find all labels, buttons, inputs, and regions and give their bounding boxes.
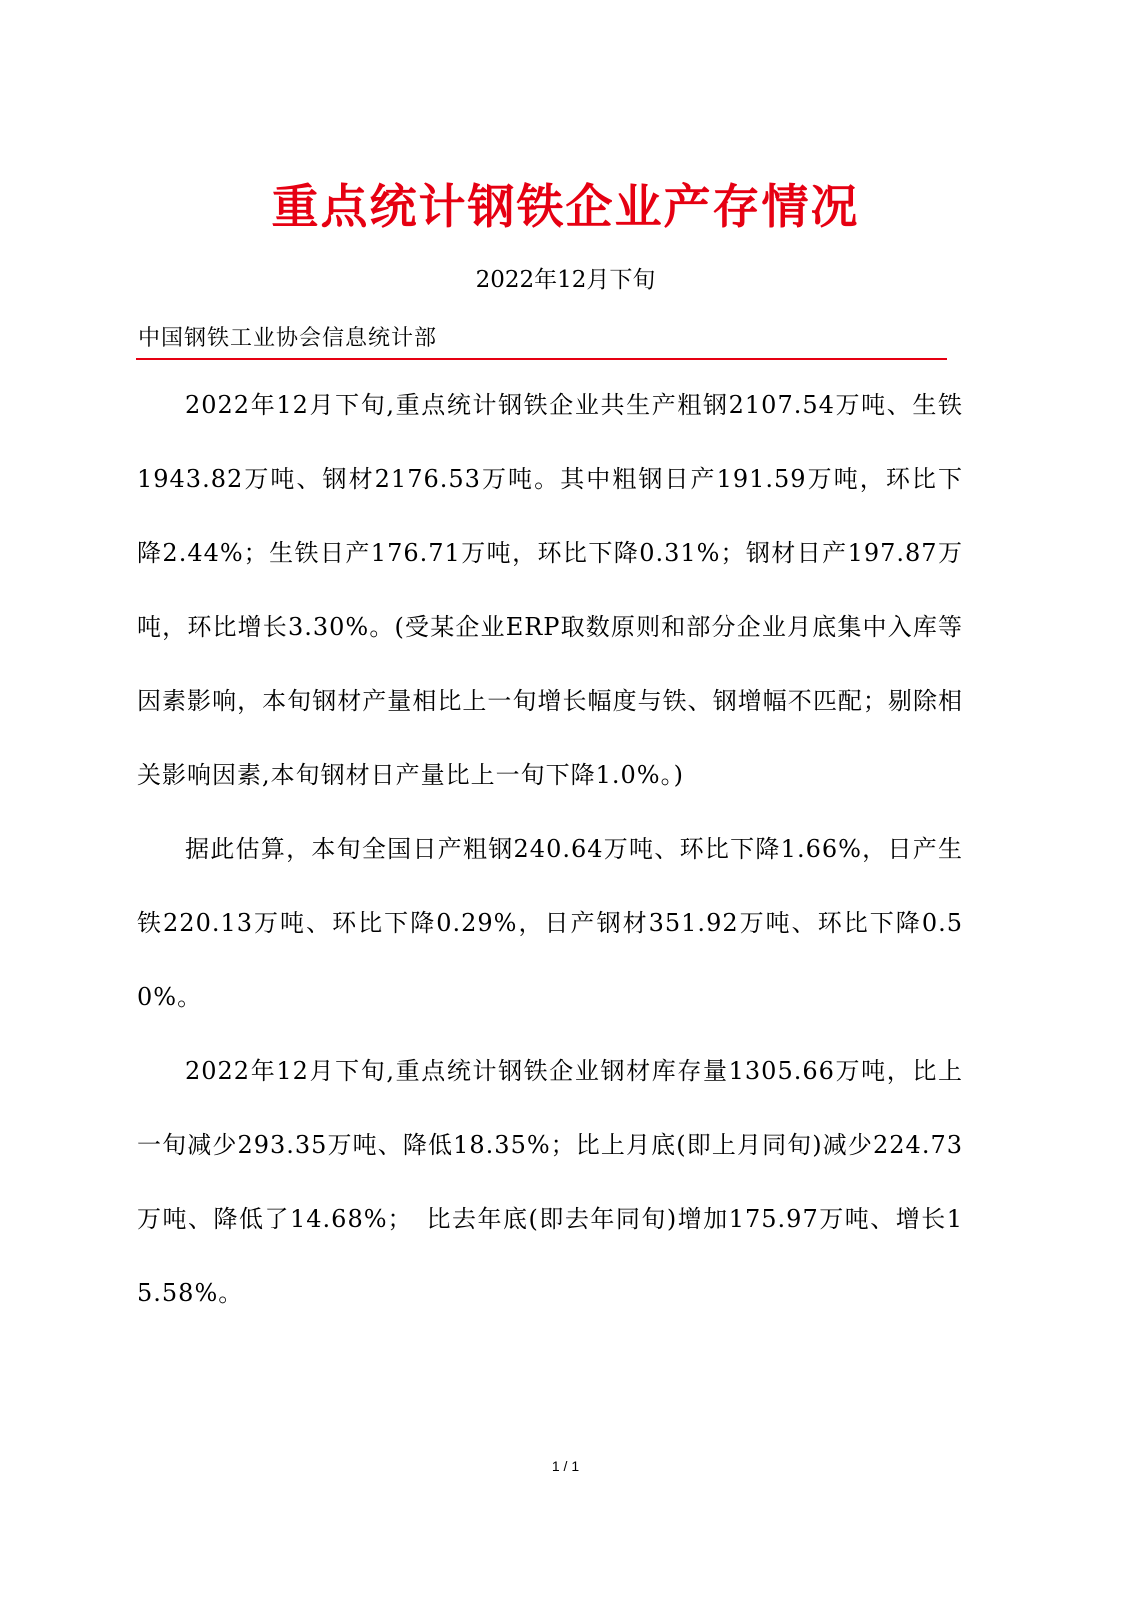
document-date: 2022年12月下旬 xyxy=(475,267,656,293)
issuing-organization: 中国钢铁工业协会信息统计部 xyxy=(138,326,438,351)
header-divider xyxy=(136,358,947,360)
paragraph-production: 2022年12月下旬,重点统计钢铁企业共生产粗钢2107.54万吨、生铁1943.82万吨、钢材2176.53万吨。其中粗钢日产191.59万吨，环比下降2.44%；生铁日产176.71万吨，环比下降0.31%；钢材日产197.87万吨，环比增长3.30%。(受某企业ERP取数原则和部分企业月底集中入库等因素影响，本旬钢材产量相比上一旬增长幅度与铁、钢增幅不匹配；剔除相关影响因素,本旬钢材日产量比上一旬下降1.0%。) xyxy=(137,391,963,789)
document-body xyxy=(137,368,963,1330)
paragraph-inventory: 2022年12月下旬,重点统计钢铁企业钢材库存量1305.66万吨，比上一旬减少293.35万吨、降低18.35%；比上月底(即上月同旬)减少224.73万吨、降低了14.68%； 比去年底(即去年同旬)增加175.97万吨、增长15.58%。 xyxy=(137,1057,963,1307)
page-number: 1 / 1 xyxy=(551,1458,580,1474)
document-title: 重点统计钢铁企业产存情况 xyxy=(271,180,860,235)
paragraph-national-estimate: 据此估算，本旬全国日产粗钢240.64万吨、环比下降1.66%，日产生铁220.13万吨、环比下降0.29%，日产钢材351.92万吨、环比下降0.50%。 xyxy=(137,835,963,1011)
